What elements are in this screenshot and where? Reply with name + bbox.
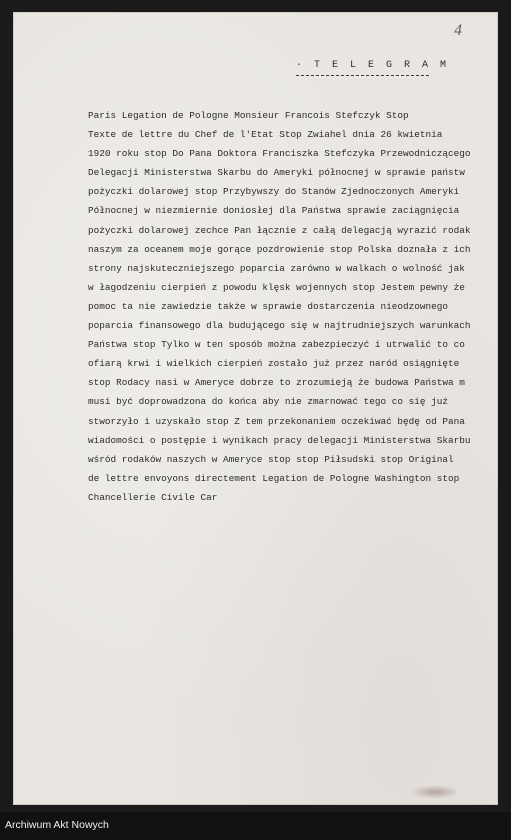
telegram-title: · T E L E G R A M — [296, 60, 450, 71]
body-line: naszym za oceanem moje gorące pozdrowienie stop Polska doznała z ich — [88, 243, 471, 255]
body-line: stworzyło i uzyskało stop Z tem przekonaniem oczekiwać będę od Pana — [88, 415, 465, 427]
paper-stain — [410, 785, 460, 799]
archive-footer-bar — [0, 812, 511, 840]
body-line: Państwa stop Tylko w ten sposób można zabezpieczyć i utrwalić to co — [88, 339, 465, 351]
body-line: Północnej w niezmiernie doniosłej dla Państwa sprawie zaciągnięcia — [88, 205, 460, 217]
body-line: Texte de lettre du Chef de l'Etat Stop Zwiahel dnia 26 kwietnia — [88, 129, 443, 141]
body-line: w łagodzeniu cierpień z powodu klęsk wojennych stop Jestem pewny że — [88, 281, 465, 293]
body-line: pożyczki dolarowej stop Przybywszy do Stanów Zjednoczonych Ameryki — [88, 186, 460, 198]
telegram-body — [88, 106, 488, 507]
page-number: 4 — [454, 22, 462, 39]
body-line: Chancellerie Civile Car — [88, 491, 218, 503]
body-line: Paris Legation de Pologne Monsieur Francois Stefczyk Stop — [88, 110, 409, 121]
archive-label: Archiwum Akt Nowych — [5, 819, 109, 831]
body-line: Delegacji Ministerstwa Skarbu do Ameryki północnej w sprawie państw — [88, 167, 465, 179]
body-line: wśród rodaków naszych w Ameryce stop stop Piłsudski stop Original — [88, 453, 454, 465]
body-line: wiadomości o postępie i wynikach pracy delegacji Ministerstwa Skarbu — [88, 434, 471, 446]
body-line: stop Rodacy nasi w Ameryce dobrze to zrozumieją że budowa Państwa m — [88, 377, 465, 389]
body-line: pomoc ta nie zawiedzie także w sprawie dostarczenia nieodzownego — [88, 300, 449, 312]
title-underline — [296, 75, 429, 76]
body-line: pożyczki dolarowej zechce Pan łącznie z całą delegacją wyrazić rodak — [88, 224, 471, 236]
body-line: 1920 roku stop Do Pana Doktora Franciszka Stefczyka Przewodniczącego — [88, 148, 471, 160]
body-line: poparcia finansowego dla budującego się w najtrudniejszych warunkach — [88, 320, 471, 332]
body-line: de lettre envoyons directement Legation de Pologne Washington stop — [88, 472, 460, 484]
body-line: strony najskuteczniejszego poparcia zarówno w walkach o wolność jak — [88, 262, 465, 274]
body-line: ofiarą krwi i wielkich cierpień zostało już przez naród osiągnięte — [88, 358, 460, 370]
body-line: musi być doprowadzona do końca aby nie zmarnować tego co się już — [88, 396, 449, 408]
